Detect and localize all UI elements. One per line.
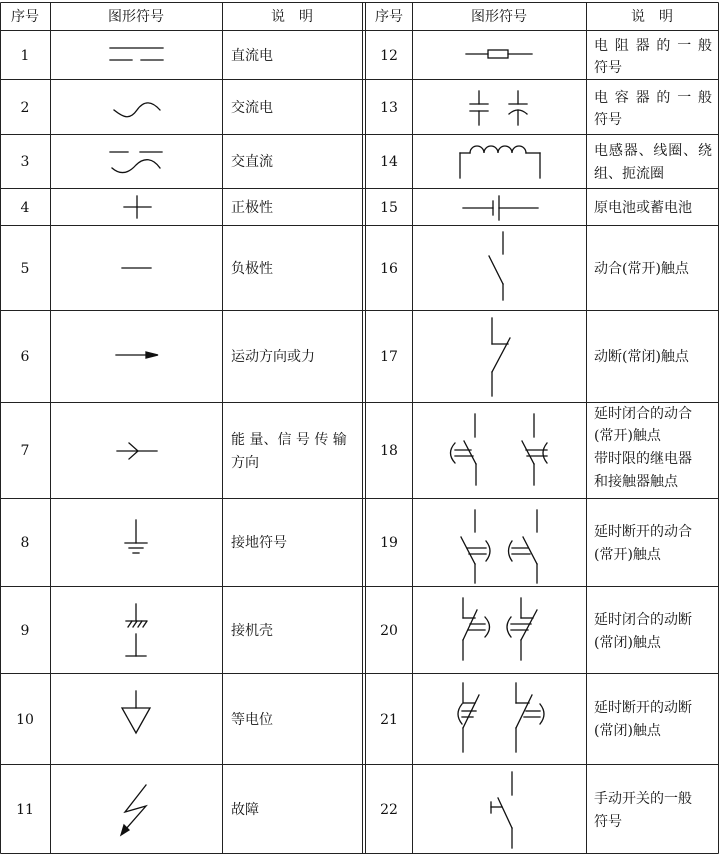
energy-signal-transfer-icon — [117, 443, 157, 459]
row-desc: 符号 — [594, 60, 622, 76]
row-index: 13 — [380, 100, 398, 116]
row-desc: 原电池或蓄电池 — [594, 200, 692, 216]
row-desc: 方向 — [231, 455, 259, 471]
row-desc: 负极性 — [231, 261, 273, 277]
row-index: 2 — [20, 100, 30, 116]
capacitor-icon — [470, 91, 527, 125]
row-index: 6 — [20, 349, 30, 365]
table-header — [11, 9, 673, 25]
left-index-column — [16, 48, 34, 818]
row-desc: 动合(常开)触点 — [594, 261, 689, 277]
row-index: 14 — [380, 154, 398, 170]
row-index: 5 — [20, 261, 30, 277]
row-index: 20 — [380, 623, 398, 639]
row-index: 10 — [16, 712, 34, 728]
row-desc: 组、扼流圈 — [594, 166, 664, 182]
header-index-left: 序号 — [11, 9, 39, 25]
row-desc: (常闭)触点 — [594, 635, 661, 651]
delayed-close-no-contact-icon — [451, 414, 548, 485]
row-index: 15 — [380, 200, 398, 216]
row-index: 11 — [16, 802, 34, 818]
fault-icon — [121, 785, 146, 835]
row-desc: (常开)触点 — [594, 428, 661, 444]
row-desc: 能 量、信 号 传 输 — [231, 432, 347, 448]
row-index: 1 — [20, 48, 30, 64]
row-index: 19 — [380, 535, 398, 551]
header-symbol-left: 图形符号 — [108, 9, 164, 25]
normally-closed-contact-icon — [492, 318, 510, 396]
row-index: 17 — [380, 349, 398, 365]
header-symbol-right: 图形符号 — [471, 9, 527, 25]
row-desc: 符号 — [594, 814, 622, 830]
row-index: 8 — [20, 535, 30, 551]
row-desc: 和接触器触点 — [594, 474, 678, 490]
alternating-current-icon — [114, 103, 160, 117]
delayed-open-no-contact-icon — [461, 510, 537, 583]
row-desc: 符号 — [594, 112, 622, 128]
row-desc: 电 阻 器 的 一 般 — [594, 38, 712, 54]
header-desc-left: 说 明 — [271, 9, 313, 25]
ac-dc-icon — [110, 152, 162, 173]
row-desc: 电感器、线圈、绕 — [594, 143, 712, 159]
row-desc: 交流电 — [231, 100, 273, 116]
row-index: 18 — [380, 443, 398, 459]
row-desc: 动断(常闭)触点 — [594, 349, 689, 365]
row-index: 3 — [20, 154, 30, 170]
row-desc: 正极性 — [231, 200, 273, 216]
row-index: 7 — [20, 443, 30, 459]
header-index-right: 序号 — [375, 9, 403, 25]
row-desc: 等电位 — [231, 712, 273, 728]
row-index: 4 — [20, 200, 30, 216]
row-index: 12 — [380, 48, 398, 64]
row-desc: 带时限的继电器 — [594, 451, 692, 467]
direct-current-icon — [110, 48, 163, 60]
row-desc: 直流电 — [231, 48, 273, 64]
motion-direction-arrow-icon — [116, 352, 158, 358]
positive-polarity-icon — [124, 196, 151, 218]
row-desc: (常闭)触点 — [594, 723, 661, 739]
row-desc: (常开)触点 — [594, 547, 661, 563]
row-desc: 手动开关的一般 — [594, 791, 692, 807]
row-desc: 接机壳 — [231, 623, 273, 639]
delayed-open-nc-contact-icon — [458, 683, 544, 752]
row-desc: 延时闭合的动断 — [594, 612, 692, 628]
ground-icon — [125, 520, 147, 553]
row-desc: 电 容 器 的 一 般 — [594, 90, 712, 106]
row-desc: 延时断开的动合 — [594, 524, 692, 540]
row-index: 22 — [380, 802, 398, 818]
row-index: 21 — [380, 712, 398, 728]
manual-switch-icon — [491, 772, 512, 848]
row-desc: 交直流 — [231, 154, 273, 170]
inductor-icon — [460, 146, 540, 178]
normally-open-contact-icon — [489, 232, 503, 300]
row-desc: 延时断开的动断 — [594, 700, 692, 716]
right-desc-column — [594, 37, 712, 830]
row-desc: 接地符号 — [231, 535, 287, 551]
chassis-ground-icon — [126, 604, 147, 656]
header-desc-right: 说 明 — [631, 9, 673, 25]
row-desc: 运动方向或力 — [231, 349, 315, 365]
row-index: 9 — [20, 623, 30, 639]
battery-cell-icon — [463, 196, 538, 220]
row-index: 16 — [380, 261, 398, 277]
equipotential-icon — [122, 691, 150, 733]
resistor-icon — [466, 50, 532, 58]
right-index-column — [380, 48, 398, 818]
delayed-close-nc-contact-icon — [463, 598, 537, 660]
row-desc: 延时闭合的动合 — [594, 406, 692, 422]
left-desc-column — [231, 47, 347, 818]
row-desc: 故障 — [231, 802, 259, 818]
